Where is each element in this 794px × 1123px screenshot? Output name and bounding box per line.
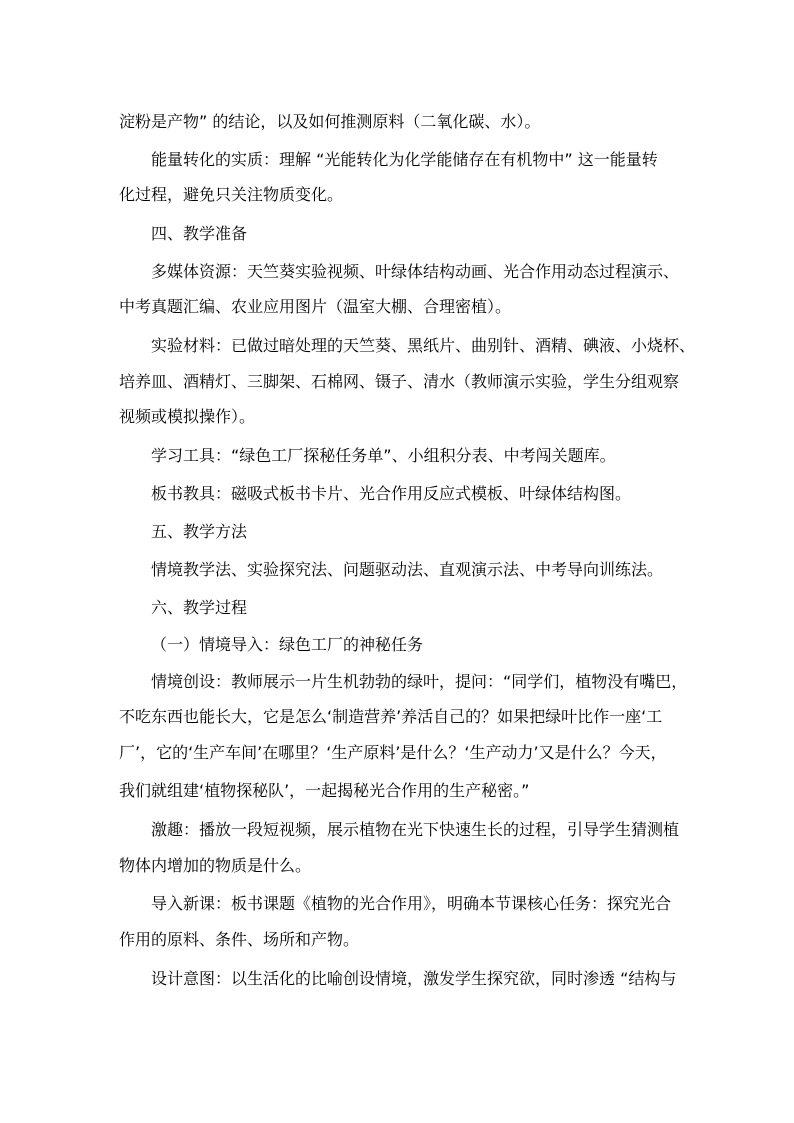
text-line-continuation: 培养皿、酒精灯、三脚架、石棉网、镊子、清水（教师演示实验，学生分组观察 xyxy=(119,372,680,391)
text-line-continuation: 物体内增加的物质是什么。 xyxy=(119,856,312,875)
text-line-continuation: 不吃东西也能长大，它是怎么‘制造营养’养活自己的？如果把绿叶比作一座‘工 xyxy=(119,707,663,726)
paragraph-design-intent: 设计意图：以生活化的比喻创设情境，激发学生探究欲，同时渗透 “结构与 xyxy=(151,969,677,988)
text-line-continuation: 淀粉是产物” 的结论，以及如何推测原料（二氧化碳、水）。 xyxy=(119,112,541,131)
paragraph-learning-tools: 学习工具：“绿色工厂探秘任务单”、小组积分表、中考闯关题库。 xyxy=(151,446,616,465)
text-line-continuation: 中考真题汇编、农业应用图片（温室大棚、合理密植）。 xyxy=(119,297,512,316)
paragraph-multimedia-resources: 多媒体资源：天竺葵实验视频、叶绿体结构动画、光合作用动态过程演示、 xyxy=(151,262,680,281)
text-line-continuation: 化过程，避免只关注物质变化。 xyxy=(119,185,344,204)
subsection-heading-scenario-intro: （一）情境导入：绿色工厂的神秘任务 xyxy=(151,635,424,654)
paragraph-stimulate-interest: 激趣：播放一段短视频，展示植物在光下快速生长的过程，引导学生猜测植 xyxy=(151,820,680,839)
paragraph-teaching-methods: 情境教学法、实验探究法、问题驱动法、直观演示法、中考导向训练法。 xyxy=(151,560,664,579)
section-heading-teaching-preparation: 四、教学准备 xyxy=(151,224,248,243)
paragraph-experiment-materials: 实验材料：已做过暗处理的天竺葵、黑纸片、曲别针、酒精、碘液、小烧杯、 xyxy=(151,336,696,355)
text-line-continuation: 厂’，它的‘生产车间’在哪里？‘生产原料’是什么？‘生产动力’又是什么？今天， xyxy=(119,743,667,762)
paragraph-introduce-new-lesson: 导入新课：板书课题《植物的光合作用》，明确本节课核心任务：探究光合 xyxy=(151,894,672,913)
text-line-continuation: 作用的原料、条件、场所和产物。 xyxy=(119,930,360,949)
section-heading-teaching-methods: 五、教学方法 xyxy=(151,522,248,541)
text-line-continuation: 我们就组建‘植物探秘队’，一起揭秘光合作用的生产秘密。” xyxy=(119,781,530,800)
text-line-continuation: 视频或模拟操作）。 xyxy=(119,407,256,426)
paragraph-energy-conversion: 能量转化的实质：理解 “光能转化为化学能储存在有机物中” 这一能量转 xyxy=(151,150,658,169)
paragraph-scenario-creation: 情境创设：教师展示一片生机勃勃的绿叶，提问：“同学们，植物没有嘴巴， xyxy=(151,672,688,691)
paragraph-board-teaching-aids: 板书教具：磁吸式板书卡片、光合作用反应式模板、叶绿体结构图。 xyxy=(151,484,632,503)
section-heading-teaching-process: 六、教学过程 xyxy=(151,598,248,617)
